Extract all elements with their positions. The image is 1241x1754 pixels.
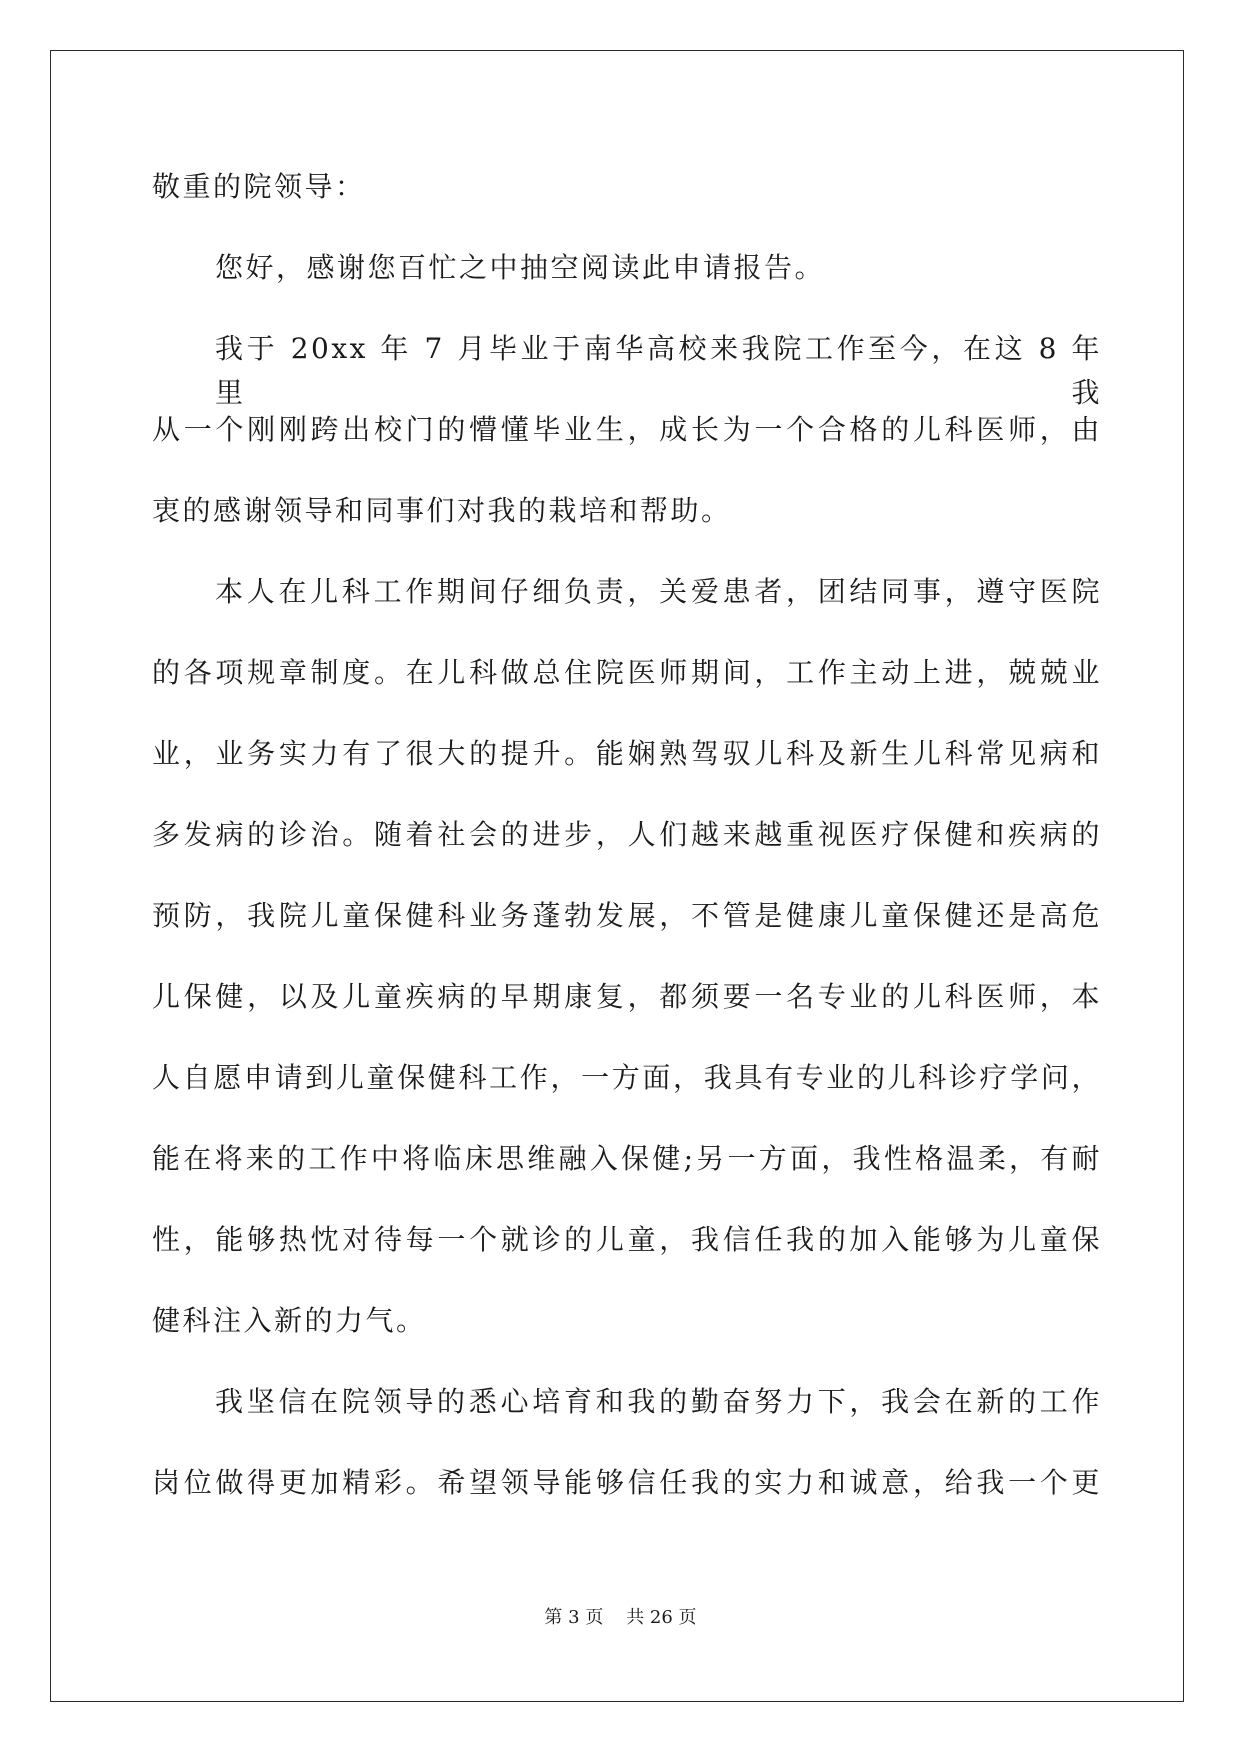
- text-line: 我坚信在院领导的悉心培育和我的勤奋努力下，我会在新的工作: [215, 1385, 1102, 1418]
- text-line: 敬重的院领导：: [152, 170, 366, 203]
- text-line: 从一个刚刚跨出校门的懵懂毕业生，成长为一个合格的儿科医师，由: [152, 413, 1102, 446]
- text-line: 能在将来的工作中将临床思维融入保健;另一方面，我性格温柔，有耐: [152, 1142, 1102, 1175]
- text-line: 衷的感谢领导和同事们对我的栽培和帮助。: [152, 494, 732, 527]
- text-line: 我于 20xx 年 7 月毕业于南华高校来我院工作至今，在这 8 年里我: [215, 332, 1102, 409]
- text-line: 性，能够热忱对待每一个就诊的儿童，我信任我的加入能够为儿童保: [152, 1223, 1102, 1256]
- page-number-footer: 第 3 页 共 26 页: [544, 1607, 697, 1628]
- document-body: [152, 165, 1102, 1542]
- text-line: 健科注入新的力气。: [152, 1304, 427, 1337]
- text-line: 预防，我院儿童保健科业务蓬勃发展，不管是健康儿童保健还是高危: [152, 899, 1102, 932]
- text-line: 岗位做得更加精彩。希望领导能够信任我的实力和诚意，给我一个更: [152, 1466, 1102, 1499]
- text-line: 业，业务实力有了很大的提升。能娴熟驾驭儿科及新生儿科常见病和: [152, 737, 1102, 770]
- text-line: 您好，感谢您百忙之中抽空阅读此申请报告。: [215, 251, 826, 284]
- text-line: 的各项规章制度。在儿科做总住院医师期间，工作主动上进，兢兢业: [152, 656, 1102, 689]
- text-line: 人自愿申请到儿童保健科工作，一方面，我具有专业的儿科诊疗学问，: [152, 1061, 1102, 1094]
- text-line: 儿保健，以及儿童疾病的早期康复，都须要一名专业的儿科医师，本: [152, 980, 1102, 1013]
- text-line: 多发病的诊治。随着社会的进步，人们越来越重视医疗保健和疾病的: [152, 818, 1102, 851]
- text-line: 本人在儿科工作期间仔细负责，关爱患者，团结同事，遵守医院: [215, 575, 1102, 608]
